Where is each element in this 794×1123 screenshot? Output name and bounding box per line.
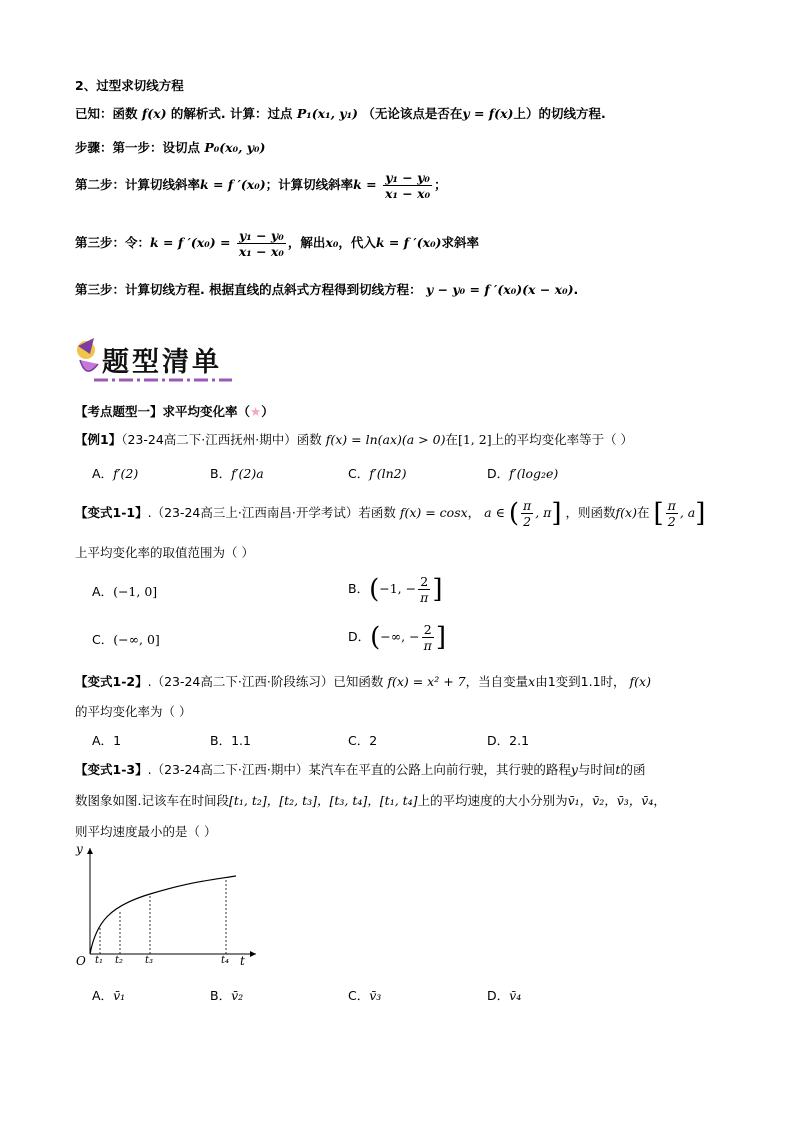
ex1-option-d[interactable]: D．f′(log₂e) [487, 466, 559, 481]
section-heading: 2、过型求切线方程 [75, 78, 184, 93]
v12-option-b[interactable]: B．1.1 [210, 733, 251, 748]
v12-option-d[interactable]: D．2.1 [487, 733, 530, 748]
variant-1-2-stem: 【变式1-2】.（23-24高二下·江西·阶段练习）已知函数 f(x) = x² + 7，当自变量x由1变到1.1时， f(x) [75, 674, 651, 689]
section-banner [72, 336, 242, 388]
variant-1-2-line2: 的平均变化率为（ ） [75, 704, 192, 719]
variant-1-3-stem: 【变式1-3】.（23-24高二下·江西·期中）某汽车在平直的公路上向前行驶，其行驶的路程y与时间t的函 [75, 762, 646, 777]
tick-t2: t₂ [115, 955, 124, 966]
step3-line: 第三步：令：k = f ′(x₀) = $\frac{\text{y₁ − y₀}}{\text{x₁ − x₀}}$ ，解出x₀，代入k = f ′(x₀)求斜率 [75, 228, 479, 259]
tick-t1: t₁ [95, 955, 104, 966]
tick-t3: t₃ [145, 955, 154, 966]
v13-option-a[interactable]: A．v̄₁ [92, 988, 126, 1003]
ex1-option-b[interactable]: B．f′(2)a [210, 466, 264, 481]
v12-option-c[interactable]: C．2 [348, 733, 378, 748]
ex1-option-c[interactable]: C．f′(ln2) [348, 466, 407, 481]
ex1-option-a[interactable]: A．f′(2) [92, 466, 139, 481]
v11-option-d[interactable]: D．(−∞, − $\frac{2}{\pi}$ ] [348, 622, 446, 653]
y-axis-label: y [76, 842, 83, 856]
v13-option-c[interactable]: C．v̄₃ [348, 988, 382, 1003]
t-axis-label: t [240, 954, 245, 968]
step2-line: 第二步：计算切线斜率k = f ′(x₀)；计算切线斜率k = $\frac{\text{y₁ − y₀}}{\text{x₁ − x₀}}$ ； [75, 170, 447, 201]
v13-option-b[interactable]: B．v̄₂ [210, 988, 244, 1003]
t-axis-arrow [250, 951, 256, 957]
topic-heading: 【考点题型一】求平均变化率（★） [75, 404, 274, 419]
variant-1-3-line2: 数图象如图.记该车在时间段[t₁, t₂]，[t₂, t₃]，[t₃, t₄]，[t₁, t₄]上的平均速度的大小分别为v̄₁，v̄₂，v̄₃，v̄₄， [75, 793, 666, 808]
v11-option-a[interactable]: A．(−1, 0] [92, 584, 158, 599]
variant-1-1-line2: 上平均变化率的取值范围为（ ） [75, 545, 254, 560]
v11-option-b[interactable]: B．(−1, − $\frac{2}{\pi}$ ] [348, 574, 443, 605]
distance-time-graph [70, 842, 260, 972]
star-icon: ★ [250, 404, 262, 419]
distance-curve [90, 876, 236, 954]
origin-label: O [76, 954, 86, 968]
v11-option-c[interactable]: C．(−∞, 0] [92, 632, 160, 647]
slope-fraction: $\frac{\text{y₁ − y₀}}{\text{x₁ − x₀}}$ [385, 170, 431, 201]
known-line: 已知：函数 f(x) 的解析式. 计算：过点 P₁(x₁, y₁) （无论该点是否在y = f(x)上）的切线方程. [75, 106, 606, 121]
y-axis-arrow [87, 848, 93, 854]
banner-title: 题型清单 [102, 347, 222, 378]
slope-fraction-2: $\frac{\text{y₁ − y₀}}{\text{x₁ − x₀}}$ [238, 228, 284, 259]
example-1-stem: 【例1】（23-24高二下·江西抚州·期中）函数 f(x) = ln(ax)(a > 0)在[1, 2]上的平均变化率等于（ ） [75, 432, 634, 447]
step1-line: 步骤：第一步：设切点 P₀(x₀, y₀) [75, 140, 266, 155]
variant-1-1-stem: 【变式1-1】.（23-24高三上·江西南昌·开学考试）若函数 f(x) = cosx， a ∈ ( $\frac{\pi}{2}$ , π] ，则函数f(x)在 [ $\frac{\pi}{2}$ , a] [75, 498, 706, 529]
v13-option-d[interactable]: D．v̄₄ [487, 988, 522, 1003]
v12-option-a[interactable]: A．1 [92, 733, 122, 748]
variant-1-3-line3: 则平均速度最小的是（ ） [75, 824, 217, 839]
step4-line: 第三步：计算切线方程. 根据直线的点斜式方程得到切线方程： y − y₀ = f ′(x₀)(x − x₀). [75, 282, 579, 297]
tick-t4: t₄ [221, 955, 230, 966]
